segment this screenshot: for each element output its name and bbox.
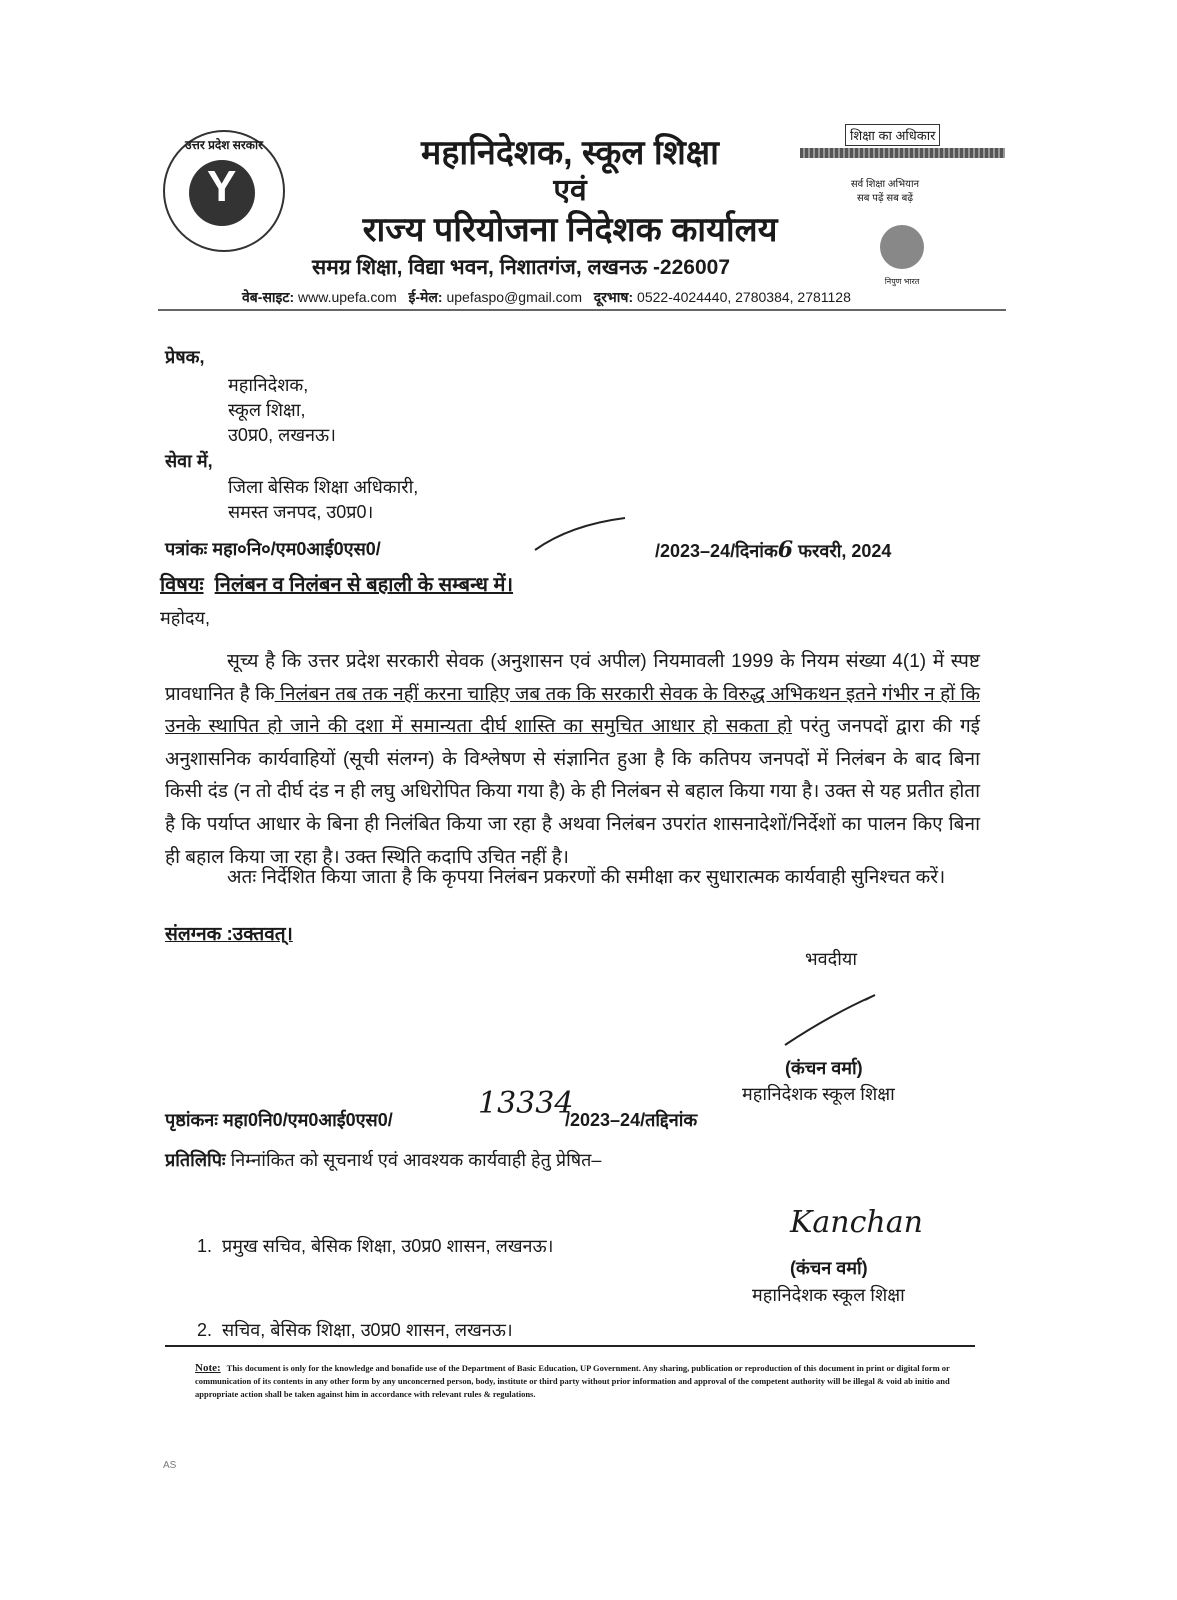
copy-item: 2. सचिव, बेसिक शिक्षा, उ0प्र0 शासन, लखनऊ। — [197, 1320, 513, 1340]
sender-line: स्कूल शिक्षा, — [228, 400, 306, 420]
rte-logo — [800, 118, 1005, 168]
closing: भवदीया — [805, 949, 857, 969]
copy-list — [197, 1176, 553, 1372]
phone-label: दूरभाष: — [593, 289, 634, 305]
reference-label: पत्रांकः — [165, 539, 208, 559]
recipient-label: सेवा में, — [165, 451, 213, 471]
website: www.upefa.com — [298, 289, 397, 305]
reference-number: महा०नि०/एम0आई0एस0/ — [212, 539, 381, 559]
office-title-line1: महानिदेशक, स्कूल शिक्षा — [421, 134, 719, 172]
body-text: परंतु जनपदों द्वारा की गई अनुशासनिक कार्यवाहियों (सूची संलग्न) के विश्लेषण से संज्ञानित हुआ है कि कतिपय जनपदों में निलंबन के बाद बिना किसी दंड (न तो दीर्घ दंड न ही लघु अधिरोपित किया गया है) के ही निलंबन से बहाल किया गया है। उक्त से यह प्रतीत होता है कि पर्याप्त आधार के बिना ही निलंबित किया जा रहा है अथवा निलंबन उपरांत शासनादेशों/निर्देशों का पालन किए बिना ही बहाल किया जा रहा है। उक्त स्थिति कदापि उचित नहीं है। — [165, 716, 980, 868]
endorsement-number: महा0नि0/एम0आई0एस0/ — [222, 1110, 393, 1130]
initials: AS — [163, 1460, 177, 1471]
up-government-seal: उत्तर प्रदेश सरकार Y — [163, 130, 285, 252]
copy-item: 1. प्रमुख सचिव, बेसिक शिक्षा, उ0प्र0 शासन, लखनऊ। — [197, 1236, 554, 1256]
office-title-line2: एवं — [553, 174, 587, 207]
handwritten-day: 6 — [777, 537, 794, 563]
ssa-line1: सर्व शिक्षा अभियान — [850, 179, 920, 190]
handwritten-stroke — [530, 515, 630, 555]
website-label: वेब-साइट: — [242, 289, 295, 305]
salutation: महोदय, — [160, 608, 210, 628]
ssa-line2: सब पढ़ें सब बढ़ें — [857, 193, 913, 204]
recipient-block — [228, 475, 418, 525]
contact-line — [242, 288, 851, 307]
sender-label: प्रेषक, — [165, 347, 205, 367]
signatory-name: (कंचन वर्मा) — [785, 1058, 863, 1078]
rte-logo-text: शिक्षा का अधिकार — [845, 124, 940, 146]
reference-month-year: फरवरी, 2024 — [798, 541, 892, 561]
recipient-line: समस्त जनपद, उ0प्र0। — [228, 502, 374, 522]
signatory-designation: महानिदेशक स्कूल शिक्षा — [742, 1084, 895, 1104]
subject-text: निलंबन व निलंबन से बहाली के सम्बन्ध में। — [214, 574, 514, 596]
endorsement-label: पृष्ठांकनः — [165, 1110, 218, 1130]
body-paragraph-2: अतः निर्देशित किया जाता है कि कृपया निलंबन प्रकरणों की समीक्षा कर सुधारात्मक कार्यवाही सुनिश्चत करें। — [227, 867, 946, 888]
note-label: Note: — [195, 1362, 221, 1374]
nipun-bharat-logo — [880, 225, 924, 269]
signatory-designation-2: महानिदेशक स्कूल शिक्षा — [752, 1285, 905, 1305]
footer-divider — [165, 1345, 975, 1347]
sender-line: उ0प्र0, लखनऊ। — [228, 425, 336, 445]
body-underlined-text: निलंबन तब तक नहीं करना चाहिए जब तक कि सरकारी सेवक के विरुद्ध अभिकथन इतने गंभीर न हों कि उनके स्थापित हो जाने की दशा में समान्यता दीर्घ शास्ति का समुचित आधार हो सकता हो — [165, 683, 980, 738]
phone: 0522-4024440, 2780384, 2781128 — [637, 289, 851, 305]
enclosure: संलग्नक :उक्तवत्। — [165, 924, 293, 945]
disclaimer-note — [195, 1362, 955, 1401]
seal-text: उत्तर प्रदेश सरकार — [184, 138, 264, 152]
body-text: सूच्य है कि उत्तर प्रदेश सरकारी सेवक (अनुशासन एवं अपील) नियमावली 1999 के नियम संख्या 4(1) में स्पष्ट प्रावधानित है कि — [165, 651, 980, 705]
email-label: ई-मेल: — [408, 289, 443, 305]
copy-intro: निम्नांकित को सूचनार्थ एवं आवश्यक कार्यवाही हेतु प्रेषित– — [230, 1150, 602, 1170]
handwritten-dispatch-number: 13334 — [478, 1086, 574, 1121]
office-title-line3: राज्य परियोजना निदेशक कार्यालय — [362, 211, 778, 249]
reference-line — [165, 537, 381, 561]
endorsement-date: /2023–24/तद्दिनांक — [565, 1110, 698, 1130]
note-text: This document is only for the knowledge and bonafide use of the Department of Basic Education, UP Government. Any sharing, publication or reproduction of this document in print or digital form or communication of its contents in any other form by any unconcerned person, body, institute or third party without prior information and approval of the competent authority will be illegal & void ab initio and appropriate action shall be taken against him in accordance with relevant rules & regulations. — [195, 1363, 950, 1399]
signatory-name-2: (कंचन वर्मा) — [790, 1258, 868, 1278]
reference-year: /2023–24/दिनांक — [655, 541, 778, 561]
copy-label: प्रतिलिपिः — [165, 1150, 226, 1170]
nipun-logo-text: निपुण भारत — [884, 277, 920, 286]
reference-date — [655, 537, 891, 563]
office-address: समग्र शिक्षा, विद्या भवन, निशातगंज, लखनऊ -226007 — [312, 256, 731, 279]
subject-line — [160, 570, 513, 597]
body-paragraph-1 — [165, 646, 980, 874]
recipient-line: जिला बेसिक शिक्षा अधिकारी, — [228, 477, 419, 497]
header-divider — [158, 309, 1006, 311]
sender-line: महानिदेशक, — [228, 375, 309, 395]
sender-block — [228, 373, 336, 448]
email: upefaspo@gmail.com — [446, 289, 583, 305]
copy-line — [165, 1148, 601, 1172]
subject-label: विषयः — [160, 574, 204, 596]
signature-mark — [780, 990, 880, 1050]
endorsement-line — [165, 1108, 393, 1132]
handwritten-signature: Kanchan — [790, 1205, 923, 1240]
